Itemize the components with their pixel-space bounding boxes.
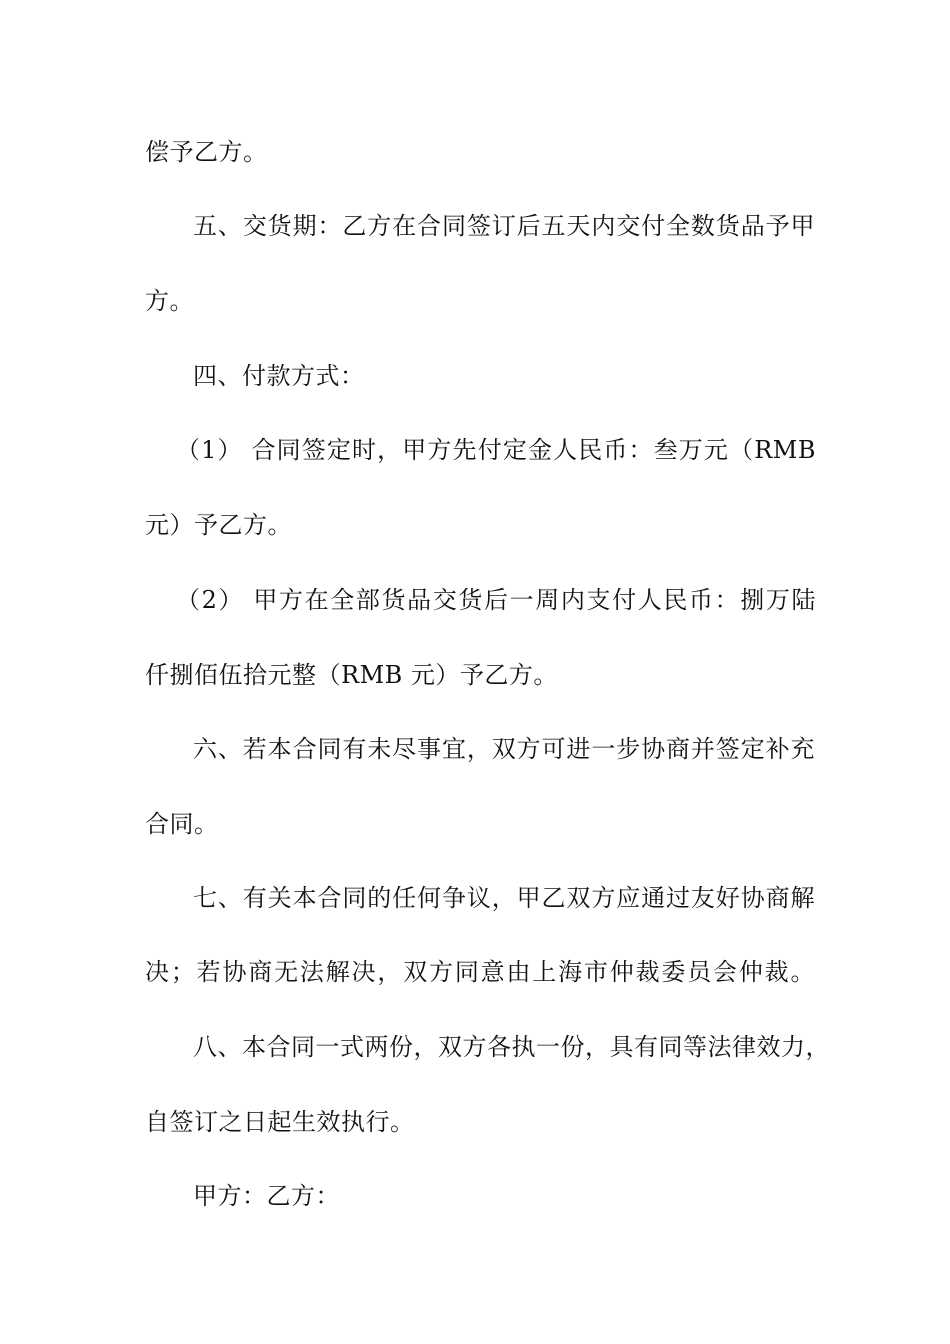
clause-5-delivery: 五、交货期：乙方在合同签订后五天内交付全数货品予甲 — [193, 212, 815, 240]
text-line: 合同。 — [145, 810, 219, 838]
text-line: 偿予乙方。 — [145, 138, 268, 166]
text-line: 决；若协商无法解决，双方同意由上海市仲裁委员会仲裁。 — [145, 958, 815, 986]
clause-6-supplement: 六、若本合同有未尽事宜，双方可进一步协商并签定补充 — [193, 735, 815, 763]
payment-item-2: （2） 甲方在全部货品交货后一周内支付人民币：捌万陆 — [176, 586, 816, 614]
text-line: 元）予乙方。 — [145, 511, 292, 539]
signature-parties: 甲方：乙方： — [193, 1182, 340, 1210]
clause-8-copies: 八、本合同一式两份，双方各执一份，具有同等法律效力， — [193, 1033, 830, 1061]
clause-7-dispute: 七、有关本合同的任何争议，甲乙双方应通过友好协商解 — [193, 884, 815, 912]
payment-item-1: （1） 合同签定时，甲方先付定金人民币：叁万元（RMB — [176, 436, 816, 464]
text-line: 方。 — [145, 287, 194, 315]
clause-4-payment-heading: 四、付款方式： — [193, 362, 365, 390]
text-line: 自签订之日起生效执行。 — [145, 1108, 415, 1136]
text-line: 仟捌佰伍拾元整（RMB 元）予乙方。 — [145, 661, 558, 689]
